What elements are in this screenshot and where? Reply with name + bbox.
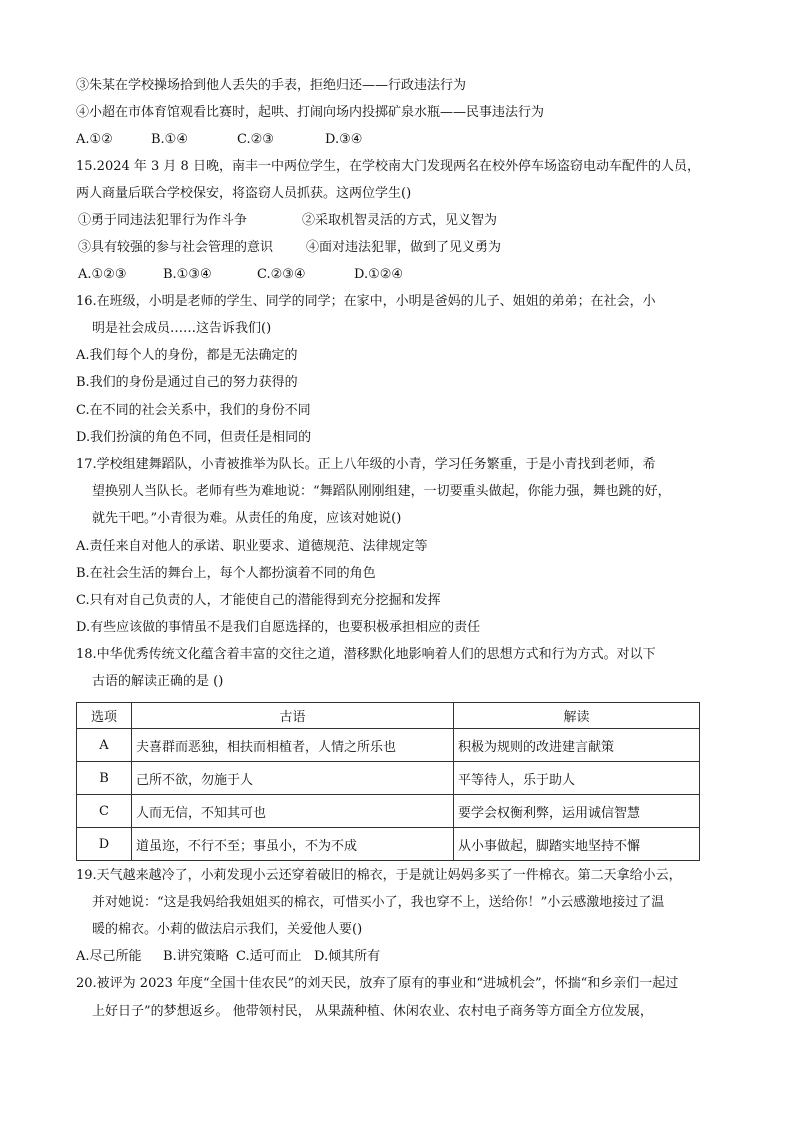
q14-option-d: D.③④ [325, 132, 363, 147]
q19-option-a: A.尽己所能 [76, 949, 142, 964]
q18-row-option: A [77, 729, 132, 762]
q15-item-4: ④面对违法犯罪，做到了见义勇为 [306, 240, 502, 255]
q18-header-saying: 古语 [132, 703, 454, 729]
q17-stem-line-2: 望换别人当队长。老师有些为难地说：“舞蹈队刚刚组建，一切要重头做起，你能力强，舞也跳的好， [92, 484, 671, 499]
q14-option-b: B.①④ [151, 132, 188, 147]
q15-stem-line-1: 15.2024 年 3 月 8 日晚，南丰一中两位学生，在学校南大门发现两名在校外停车场盗窃电动车配件的人员， [76, 159, 700, 174]
q18-row-option: B [77, 762, 132, 795]
q16-option-a: A.我们每个人的身份，都是无法确定的 [76, 348, 298, 363]
q15-option-b: B.①③④ [163, 267, 212, 282]
q19-stem-line-2: 并对她说：“这是我妈给我姐姐买的棉衣，可惜买小了，我也穿不上，送给你！”小云感激地接过了温 [92, 895, 665, 910]
q14-option-c: C.②③ [237, 132, 274, 147]
q18-row-interpretation: 从小事做起，脚踏实地坚持不懈 [454, 828, 700, 861]
table-row [77, 762, 700, 795]
q18-row-saying: 道虽迩，不行不至；事虽小，不为不成 [132, 828, 454, 861]
q15-item-1: ①勇于同违法犯罪行为作斗争 [78, 213, 248, 228]
q14-item-3: ③朱某在学校操场拾到他人丢失的手表，拒绝归还——行政违法行为 [76, 78, 467, 93]
q15-option-c: C.②③④ [257, 267, 306, 282]
q17-stem-line-1: 17.学校组建舞蹈队，小青被推举为队长。正上八年级的小青，学习任务繁重，于是小青找到老师，希 [76, 457, 656, 472]
q20-stem-line-1: 20.被评为 2023 年度“全国十佳农民”的刘天民，放弃了原有的事业和“进城机会”，怀揣“和乡亲们一起过 [76, 976, 679, 991]
q15-item-2: ②采取机智灵活的方式，见义智为 [302, 213, 498, 228]
q15-stem-line-2: 两人商量后联合学校保安，将盗窃人员抓获。这两位学生() [76, 186, 412, 201]
q18-row-saying: 夫喜群而恶独，相扶而相植者，人情之所乐也 [132, 729, 454, 762]
q18-row-interpretation: 要学会权衡利弊，运用诚信智慧 [454, 795, 700, 828]
table-row [77, 729, 700, 762]
q17-option-b: B.在社会生活的舞台上，每个人都扮演着不同的角色 [76, 566, 376, 581]
q18-row-interpretation: 积极为规则的改进建言献策 [454, 729, 700, 762]
q19-stem-line-1: 19.天气越来越冷了，小莉发现小云还穿着破旧的棉衣，于是就让妈妈多买了一件棉衣。第二天拿给小云， [76, 868, 682, 883]
q19-stem-line-3: 暖的棉衣。小莉的做法启示我们，关爱他人要() [92, 922, 363, 937]
q18-row-interpretation: 平等待人，乐于助人 [454, 762, 700, 795]
q19-option-d: D.倾其所有 [314, 949, 381, 964]
q15-option-a: A.①②③ [78, 267, 127, 282]
q18-header-option: 选项 [77, 703, 132, 729]
q14-item-4: ④小超在市体育馆观看比赛时，起哄、打闹向场内投掷矿泉水瓶——民事违法行为 [76, 105, 545, 120]
q18-table [76, 702, 700, 861]
q20-stem-line-2: 上好日子”的梦想返乡。 他带领村民， 从果蔬种植、休闲农业、农村电子商务等方面全方位发展， [92, 1004, 653, 1019]
q18-table-header-row [77, 703, 700, 729]
q18-header-interpretation: 解读 [454, 703, 700, 729]
q17-option-a: A.责任来自对他人的承诺、职业要求、道德规范、法律规定等 [76, 539, 428, 554]
q14-option-a: A.①② [76, 132, 113, 147]
q15-option-d: D.①②④ [354, 267, 404, 282]
q16-stem-line-2: 明是社会成员……这告诉我们() [92, 321, 272, 336]
q17-option-c: C.只有对自己负责的人，才能使自己的潜能得到充分挖掘和发挥 [76, 593, 441, 608]
table-row [77, 795, 700, 828]
q18-row-option: D [77, 828, 132, 861]
q18-row-saying: 己所不欲，勿施于人 [132, 762, 454, 795]
q17-stem-line-3: 就先干吧。”小青很为难。从责任的角度，应该对她说() [92, 511, 402, 526]
q15-item-3: ③具有较强的参与社会管理的意识 [78, 240, 274, 255]
q19-option-b: B.讲究策略 [163, 949, 229, 964]
q18-stem-line-1: 18.中华优秀传统文化蕴含着丰富的交往之道，潜移默化地影响着人们的思想方式和行为方式。对以下 [76, 647, 656, 662]
q18-row-saying: 人而无信，不知其可也 [132, 795, 454, 828]
table-row [77, 828, 700, 861]
q17-option-d: D.有些应该做的事情虽不是我们自愿选择的，也要积极承担相应的责任 [76, 620, 481, 635]
q16-option-c: C.在不同的社会关系中，我们的身份不同 [76, 403, 311, 418]
q18-row-option: C [77, 795, 132, 828]
q19-option-c: C.适可而止 [236, 949, 302, 964]
q16-stem-line-1: 16.在班级，小明是老师的学生、同学的同学；在家中，小明是爸妈的儿子、姐姐的弟弟；在社会，小 [76, 294, 656, 309]
q16-option-b: B.我们的身份是通过自己的努力获得的 [76, 375, 298, 390]
q18-stem-line-2: 古语的解读正确的是 () [92, 674, 224, 689]
q16-option-d: D.我们扮演的角色不同，但责任是相同的 [76, 430, 312, 445]
